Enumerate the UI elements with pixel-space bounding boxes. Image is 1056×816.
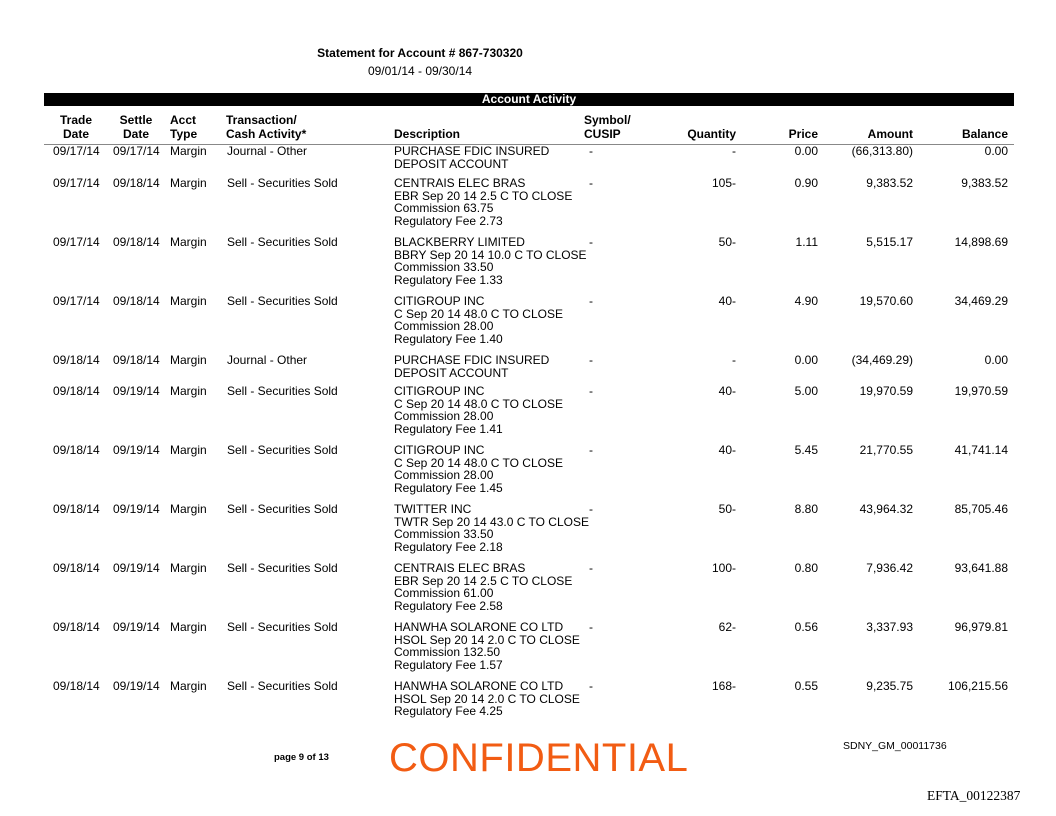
cell-balance: 19,970.59 [954,384,1008,398]
cell-trade-date: 09/18/14 [53,679,100,693]
col-header-price [760,113,818,141]
account-activity-bar: Account Activity [44,93,1014,106]
cell-transaction: Sell - Securities Sold [227,502,338,516]
cell-symbol: - [589,384,593,398]
col-header-line: Acct [170,113,197,127]
cell-transaction: Sell - Securities Sold [227,620,338,634]
cell-transaction: Sell - Securities Sold [227,384,338,398]
cell-acct-type: Margin [170,561,207,575]
description-line: DEPOSIT ACCOUNT [394,156,509,171]
cell-quantity: 40- [718,294,736,308]
cell-symbol: - [589,679,593,693]
cell-amount: 3,337.93 [866,620,913,634]
cell-price: 1.11 [795,235,818,249]
cell-balance: 85,705.46 [954,502,1008,516]
description-line: CENTRAIS ELEC BRAS [394,176,526,190]
description-line: CITIGROUP INC [394,384,485,398]
confidential-stamp: CONFIDENTIAL [389,736,689,780]
cell-description [394,177,572,227]
statement-period: 09/01/14 - 09/30/14 [367,64,473,78]
description-line: PURCHASE FDIC INSURED [394,144,550,158]
cell-trade-date: 09/18/14 [53,353,100,367]
cell-amount: 5,515.17 [866,235,913,249]
cell-acct-type: Margin [170,443,207,457]
description-line: HANWHA SOLARONE CO LTD [394,679,564,693]
cell-transaction: Sell - Securities Sold [227,235,338,249]
col-header-line: Trade [59,113,92,127]
cell-symbol: - [589,620,593,634]
cell-settle-date: 09/18/14 [113,294,160,308]
cell-transaction: Journal - Other [227,353,308,367]
cell-quantity: 62- [718,620,736,634]
col-header-acct-type [170,113,197,141]
bates-number: SDNY_GM_00011736 [843,740,947,752]
cell-settle-date: 09/19/14 [113,384,160,398]
cell-quantity: 168- [711,679,736,693]
cell-description [394,444,563,494]
col-header-line: Transaction/ [226,113,297,127]
cell-description [394,503,589,553]
cell-price: 0.80 [794,561,818,575]
cell-price: 0.55 [794,679,818,693]
cell-settle-date: 09/19/14 [113,443,160,457]
description-line: BLACKBERRY LIMITED [394,235,525,249]
cell-balance: 41,741.14 [954,443,1008,457]
cell-trade-date: 09/17/14 [53,176,100,190]
description-line: Commission 28.00 [394,468,494,482]
cell-acct-type: Margin [170,294,207,308]
cell-transaction: Sell - Securities Sold [227,443,338,457]
description-line: Commission 28.00 [394,319,494,333]
cell-symbol: - [589,294,593,308]
cell-symbol: - [589,176,593,190]
cell-balance: 96,979.81 [954,620,1008,634]
cell-description [394,680,580,718]
description-line: Commission 132.50 [394,645,501,659]
cell-trade-date: 09/17/14 [53,235,100,249]
cell-balance: 0.00 [984,144,1008,158]
cell-balance: 14,898.69 [954,235,1008,249]
cell-balance: 0.00 [984,353,1008,367]
cell-amount: 9,383.52 [866,176,913,190]
col-header-line: Type [170,127,198,141]
description-line: PURCHASE FDIC INSURED [394,353,550,367]
description-line: HANWHA SOLARONE CO LTD [394,620,564,634]
description-line: Regulatory Fee 1.41 [394,421,503,436]
col-header-description [394,113,460,141]
description-line: Commission 63.75 [394,201,494,215]
cell-amount: (34,469.29) [851,353,913,367]
cell-transaction: Sell - Securities Sold [227,294,338,308]
description-line: CITIGROUP INC [394,294,485,308]
cell-description [394,295,563,345]
col-header-symbol [584,113,631,141]
col-header-settle-date [113,113,159,141]
cell-transaction: Sell - Securities Sold [227,176,338,190]
col-header-trade-date [55,113,97,141]
col-header-line [930,113,1008,127]
col-header-line: Symbol/ [584,113,631,127]
cell-description [394,562,572,612]
cell-amount: 19,970.59 [859,384,913,398]
col-header-line: Quantity [687,127,736,141]
description-line: EBR Sep 20 14 2.5 C TO CLOSE [394,573,573,588]
description-line: Regulatory Fee 1.45 [394,480,503,495]
description-line: Regulatory Fee 1.40 [394,331,503,346]
cell-symbol: - [589,353,593,367]
cell-trade-date: 09/17/14 [53,144,100,158]
col-header-line: Settle [119,113,153,127]
cell-price: 0.00 [794,144,818,158]
description-line: Regulatory Fee 2.73 [394,213,503,228]
description-line: CITIGROUP INC [394,443,485,457]
description-line: Commission 61.00 [394,586,494,600]
description-line: DEPOSIT ACCOUNT [394,365,509,380]
cell-acct-type: Margin [170,502,207,516]
cell-quantity: 50- [718,235,736,249]
cell-quantity: 105- [711,176,736,190]
cell-price: 4.90 [794,294,818,308]
cell-symbol: - [589,235,593,249]
cell-symbol: - [589,502,593,516]
cell-trade-date: 09/17/14 [53,294,100,308]
cell-price: 0.56 [794,620,818,634]
cell-transaction: Sell - Securities Sold [227,679,338,693]
description-line: C Sep 20 14 48.0 C TO CLOSE [394,306,563,321]
cell-balance: 34,469.29 [954,294,1008,308]
description-line: Commission 33.50 [394,527,494,541]
col-header-balance [930,113,1008,141]
description-line: Regulatory Fee 2.18 [394,539,503,554]
page-number: page 9 of 13 [274,752,329,763]
description-line: HSOL Sep 20 14 2.0 C TO CLOSE [394,632,580,647]
statement-title: Statement for Account # 867-730320 [317,46,523,60]
description-line: CENTRAIS ELEC BRAS [394,561,526,575]
cell-settle-date: 09/19/14 [113,620,160,634]
col-header-line: Balance [961,127,1008,141]
cell-trade-date: 09/18/14 [53,620,100,634]
cell-trade-date: 09/18/14 [53,443,100,457]
cell-quantity: 40- [718,384,736,398]
cell-quantity: - [732,144,736,158]
col-header-line [394,113,460,127]
cell-settle-date: 09/19/14 [113,561,160,575]
col-header-line [832,113,913,127]
cell-description [394,354,549,379]
cell-transaction: Sell - Securities Sold [227,561,338,575]
cell-price: 0.90 [794,176,818,190]
cell-transaction: Journal - Other [227,144,308,158]
col-header-amount [832,113,913,141]
cell-settle-date: 09/19/14 [113,679,160,693]
description-line: HSOL Sep 20 14 2.0 C TO CLOSE [394,691,580,706]
description-line: Commission 28.00 [394,409,494,423]
cell-acct-type: Margin [170,679,207,693]
col-header-line: Description [394,127,461,141]
description-line: C Sep 20 14 48.0 C TO CLOSE [394,396,563,411]
cell-trade-date: 09/18/14 [53,384,100,398]
cell-price: 8.80 [794,502,818,516]
description-line: BBRY Sep 20 14 10.0 C TO CLOSE [394,247,587,262]
description-line: Commission 33.50 [394,260,494,274]
cell-symbol: - [589,144,593,158]
col-header-transaction [226,113,306,141]
cell-balance: 93,641.88 [954,561,1008,575]
cell-acct-type: Margin [170,176,207,190]
col-header-line: Date [122,127,149,141]
cell-price: 5.00 [794,384,818,398]
description-line: TWITTER INC [394,502,472,516]
cell-acct-type: Margin [170,353,207,367]
cell-acct-type: Margin [170,144,207,158]
cell-settle-date: 09/18/14 [113,353,160,367]
cell-description [394,145,549,170]
description-line: TWTR Sep 20 14 43.0 C TO CLOSE [394,514,589,529]
cell-acct-type: Margin [170,235,207,249]
cell-amount: 9,235.75 [866,679,913,693]
description-line: Regulatory Fee 1.33 [394,272,503,287]
col-header-line: CUSIP [584,127,621,141]
col-header-line: Price [788,127,818,141]
cell-settle-date: 09/18/14 [113,176,160,190]
col-header-line: Date [62,127,89,141]
description-line: Regulatory Fee 4.25 [394,704,503,718]
cell-price: 0.00 [794,353,818,367]
cell-description [394,621,580,671]
cell-settle-date: 09/17/14 [113,144,160,158]
cell-settle-date: 09/18/14 [113,235,160,249]
description-line: EBR Sep 20 14 2.5 C TO CLOSE [394,188,573,203]
description-line: Regulatory Fee 1.57 [394,657,503,672]
cell-description [394,236,587,286]
cell-settle-date: 09/19/14 [113,502,160,516]
efta-number: EFTA_00122387 [927,788,1021,803]
col-header-quantity [660,113,736,141]
cell-amount: 21,770.55 [859,443,913,457]
cell-trade-date: 09/18/14 [53,561,100,575]
col-header-line: Cash Activity* [226,127,307,141]
cell-acct-type: Margin [170,620,207,634]
cell-quantity: 50- [718,502,736,516]
cell-quantity: - [732,353,736,367]
cell-trade-date: 09/18/14 [53,502,100,516]
cell-quantity: 40- [718,443,736,457]
description-line: C Sep 20 14 48.0 C TO CLOSE [394,455,563,470]
col-header-line [660,113,736,127]
cell-symbol: - [589,443,593,457]
col-header-line [760,113,818,127]
cell-amount: 7,936.42 [866,561,913,575]
cell-symbol: - [589,561,593,575]
col-header-line: Amount [867,127,913,141]
cell-amount: 43,964.32 [859,502,913,516]
cell-description [394,385,563,435]
cell-balance: 106,215.56 [947,679,1008,693]
cell-price: 5.45 [794,443,818,457]
cell-balance: 9,383.52 [961,176,1008,190]
cell-amount: (66,313.80) [851,144,913,158]
description-line: Regulatory Fee 2.58 [394,598,503,613]
cell-amount: 19,570.60 [859,294,913,308]
cell-acct-type: Margin [170,384,207,398]
cell-quantity: 100- [711,561,736,575]
